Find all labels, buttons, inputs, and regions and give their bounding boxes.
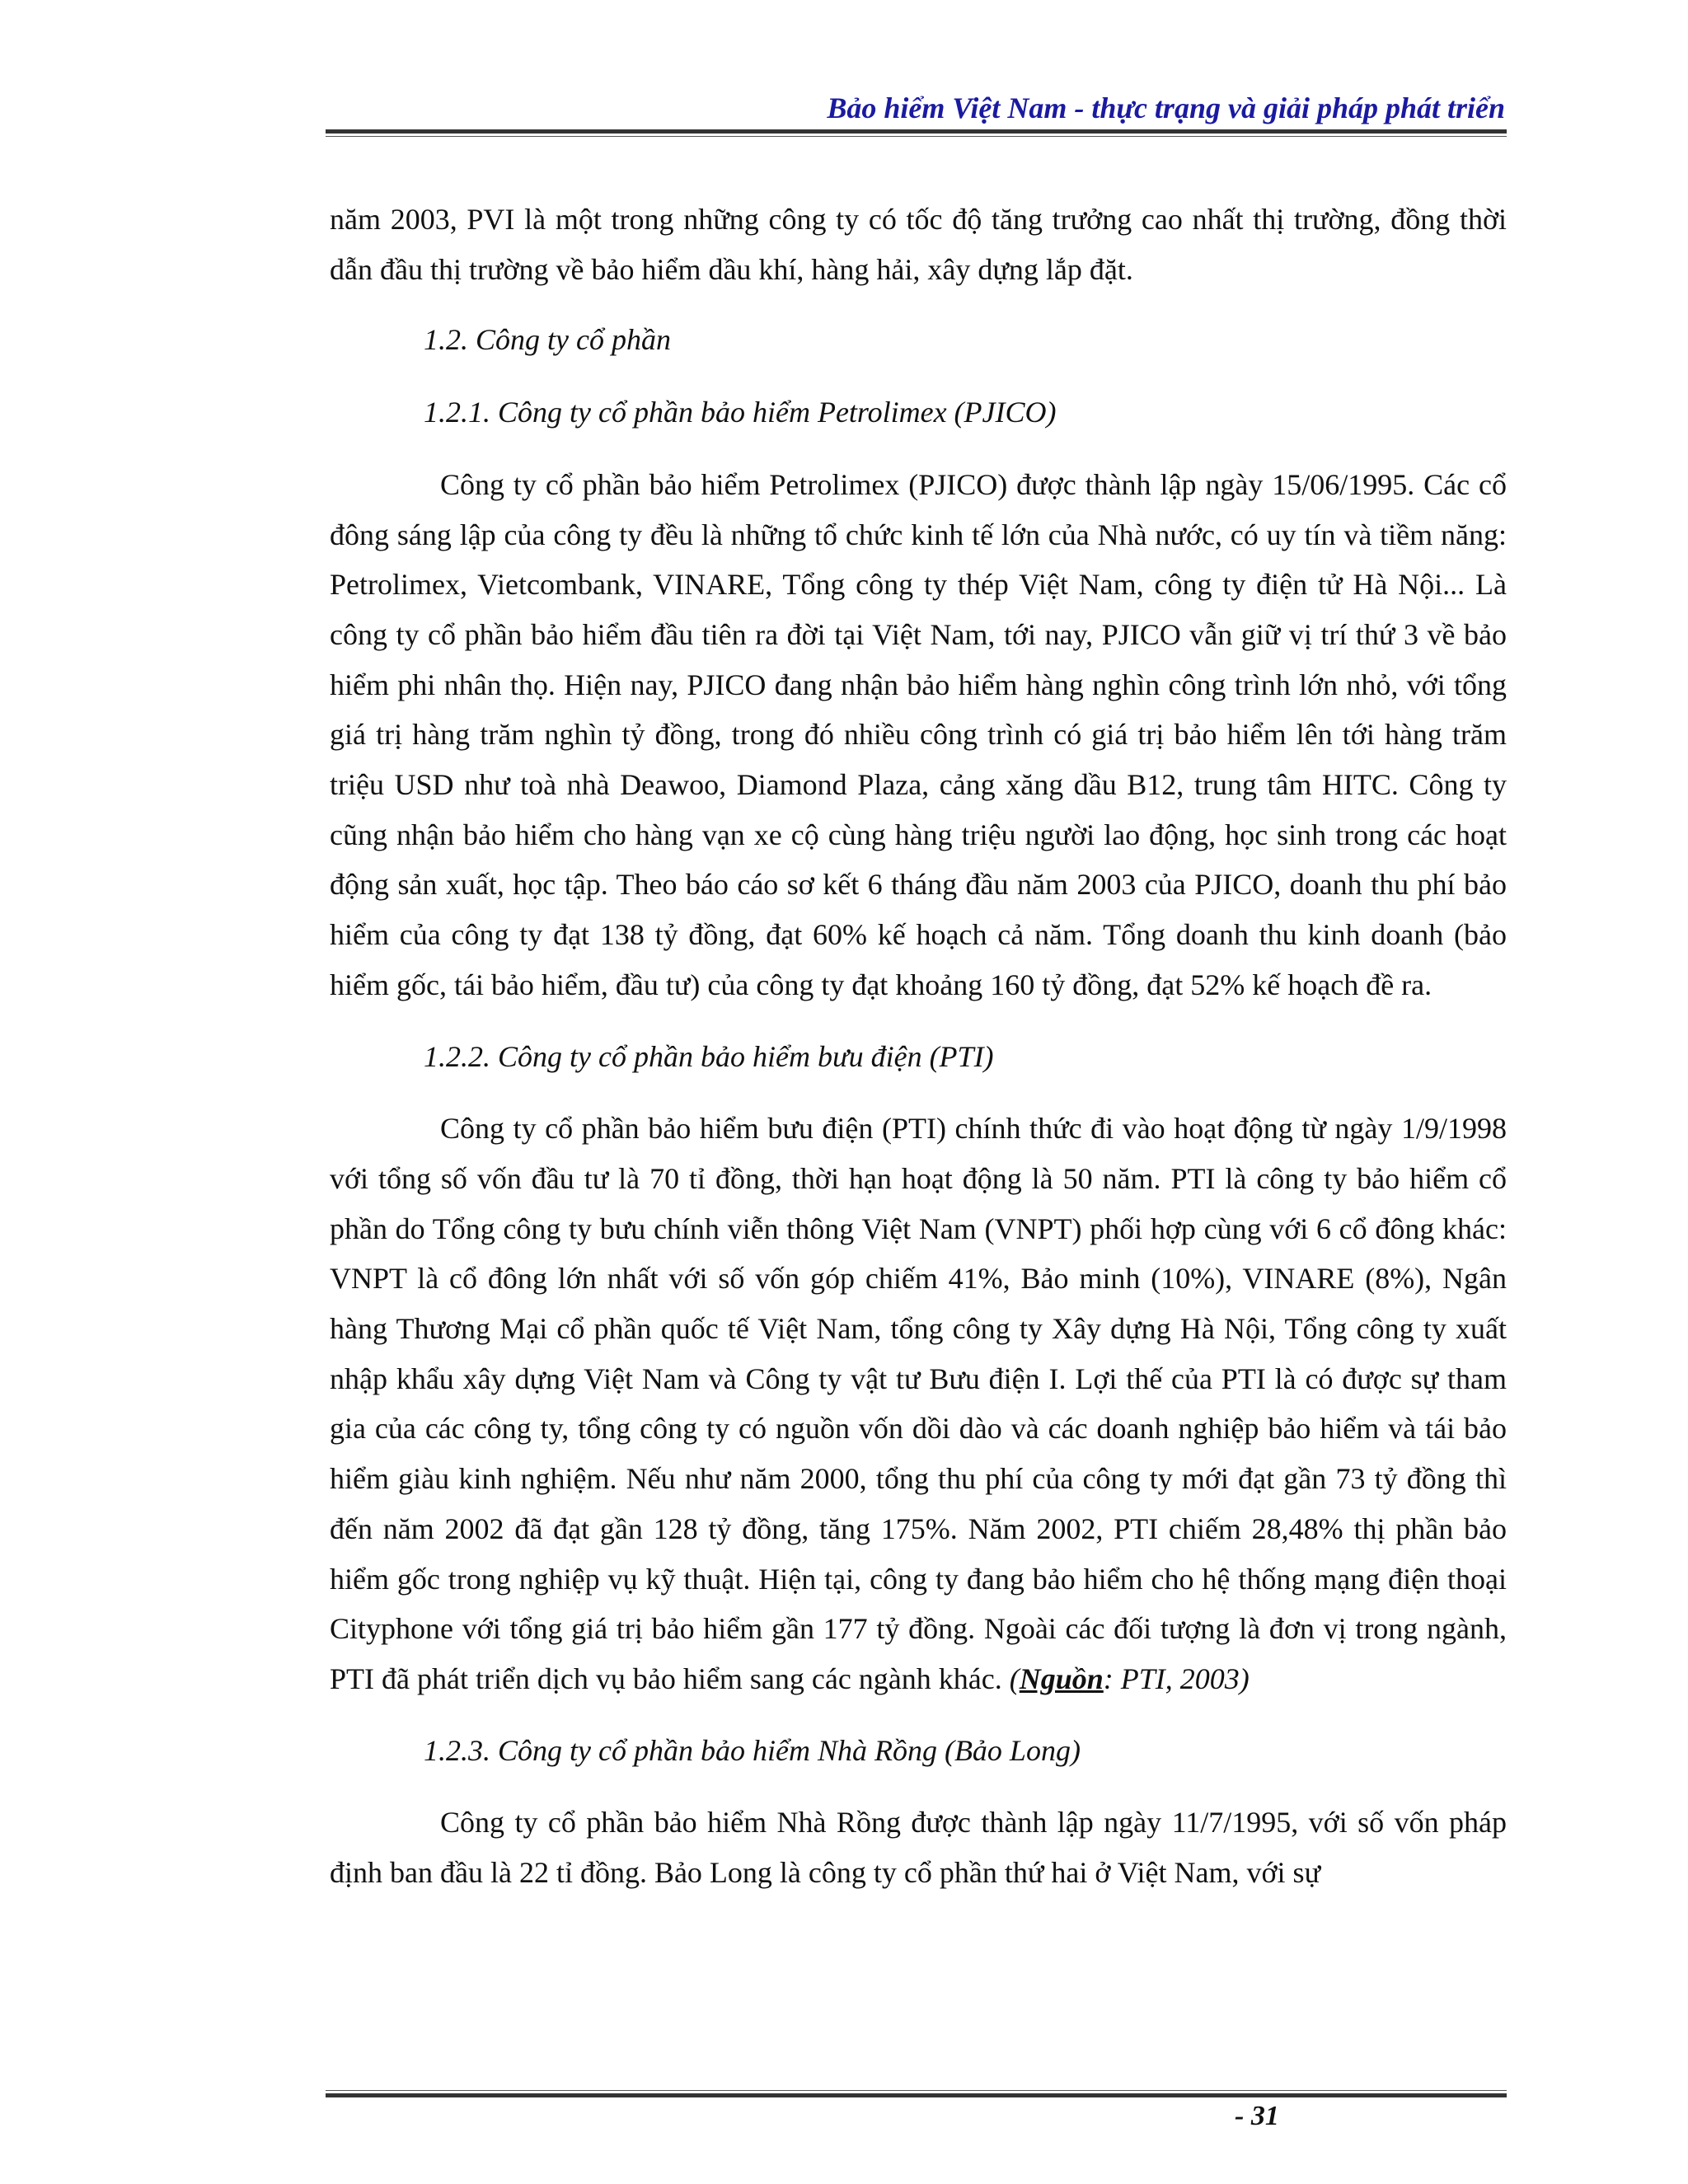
baolong-paragraph: Công ty cổ phần bảo hiểm Nhà Rồng được thành lập ngày 11/7/1995, với số vốn pháp định ban đầu là 22 tỉ đồng. Bảo Long là công ty cổ phần thứ hai ở Việt Nam, với sự — [330, 1806, 1507, 1890]
page-body — [330, 194, 1507, 1898]
section-heading-1-2: 1.2. Công ty cổ phần — [424, 323, 671, 357]
source-citation — [1010, 1662, 1250, 1695]
section-heading-1-2-1: 1.2.1. Công ty cổ phần bảo hiểm Petrolimex (PJICO) — [424, 396, 1057, 429]
section-heading-1-2-3: 1.2.3. Công ty cổ phần bảo hiểm Nhà Rồng (Bảo Long) — [424, 1733, 1081, 1767]
header-divider-thick — [326, 129, 1507, 134]
pti-paragraph — [330, 1104, 1507, 1704]
pjico-paragraph: Công ty cổ phần bảo hiểm Petrolimex (PJICO) được thành lập ngày 15/06/1995. Các cổ đông sáng lập của công ty đều là những tổ chức kinh tế lớn của Nhà nước, có uy tín và tiềm năng: Petrolimex, Vietcombank, VINARE, Tổng công ty thép Việt Nam, công ty điện tử Hà Nội... Là công ty cổ phần bảo hiểm đầu tiên ra đời tại Việt Nam, tới nay, PJICO vẫn giữ vị trí thứ 3 về bảo hiểm phi nhân thọ. Hiện nay, PJICO đang nhận bảo hiểm hàng nghìn công trình lớn nhỏ, với tổng giá trị hàng trăm nghìn tỷ đồng, trong đó nhiều công trình có giá trị bảo hiểm lên tới hàng trăm triệu USD như toà nhà Deawoo, Diamond Plaza, cảng xăng dầu B12, trung tâm HITC. Công ty cũng nhận bảo hiểm cho hàng vạn xe cộ cùng hàng triệu người lao động, học sinh trong các hoạt động sản xuất, học tập. Theo báo cáo sơ kết 6 tháng đầu năm 2003 của PJICO, doanh thu phí bảo hiểm của công ty đạt 138 tỷ đồng, đạt 60% kế hoạch cả năm. Tổng doanh thu kinh doanh (bảo hiểm gốc, tái bảo hiểm, đầu tư) của công ty đạt khoảng 160 tỷ đồng, đạt 52% kế hoạch đề ra. — [330, 467, 1507, 1001]
source-open-paren: ( — [1009, 1661, 1020, 1695]
footer-divider-thick — [326, 2093, 1507, 2097]
running-header-title: Bảo hiểm Việt Nam - thực trạng và giải pháp phát triển — [827, 91, 1505, 124]
section-heading-1-2-2: 1.2.2. Công ty cổ phần bảo hiểm bưu điện (PTI) — [424, 1039, 994, 1073]
page-number: - 31 — [1235, 2101, 1279, 2131]
header-divider-thin — [326, 136, 1507, 137]
footer-divider-thin — [326, 2090, 1507, 2091]
source-value: : PTI, 2003) — [1103, 1661, 1250, 1695]
intro-paragraph: năm 2003, PVI là một trong những công ty có tốc độ tăng trưởng cao nhất thị trường, đồng thời dẫn đầu thị trường về bảo hiểm dầu khí, hàng hải, xây dựng lắp đặt. — [330, 203, 1507, 286]
source-label: Nguồn — [1019, 1661, 1104, 1695]
pti-paragraph-text: Công ty cổ phần bảo hiểm bưu điện (PTI) chính thức đi vào hoạt động từ ngày 1/9/1998 với tổng số vốn đầu tư là 70 tỉ đồng, thời hạn hoạt động là 50 năm. PTI là công ty bảo hiểm cổ phần do Tổng công ty bưu chính viễn thông Việt Nam (VNPT) phối hợp cùng với 6 cổ đông khác: VNPT là cổ đông lớn nhất với số vốn góp chiếm 41%, Bảo minh (10%), VINARE (8%), Ngân hàng Thương Mại cổ phần quốc tế Việt Nam, tổng công ty Xây dựng Hà Nội, Tổng công ty xuất nhập khẩu xây dựng Việt Nam và Công ty vật tư Bưu điện I. Lợi thế của PTI là có được sự tham gia của các công ty, tổng công ty có nguồn vốn dồi dào và các doanh nghiệp bảo hiểm và tái bảo hiểm giàu kinh nghiệm. Nếu như năm 2000, tổng thu phí của công ty mới đạt gần 73 tỷ đồng thì đến năm 2002 đã đạt gần 128 tỷ đồng, tăng 175%. Năm 2002, PTI chiếm 28,48% thị phần bảo hiểm gốc trong nghiệp vụ kỹ thuật. Hiện tại, công ty đang bảo hiểm cho hệ thống mạng điện thoại Cityphone với tổng giá trị bảo hiểm gần 177 tỷ đồng. Ngoài các đối tượng là đơn vị trong ngành, PTI đã phát triển dịch vụ bảo hiểm sang các ngành khác. — [330, 1112, 1507, 1695]
